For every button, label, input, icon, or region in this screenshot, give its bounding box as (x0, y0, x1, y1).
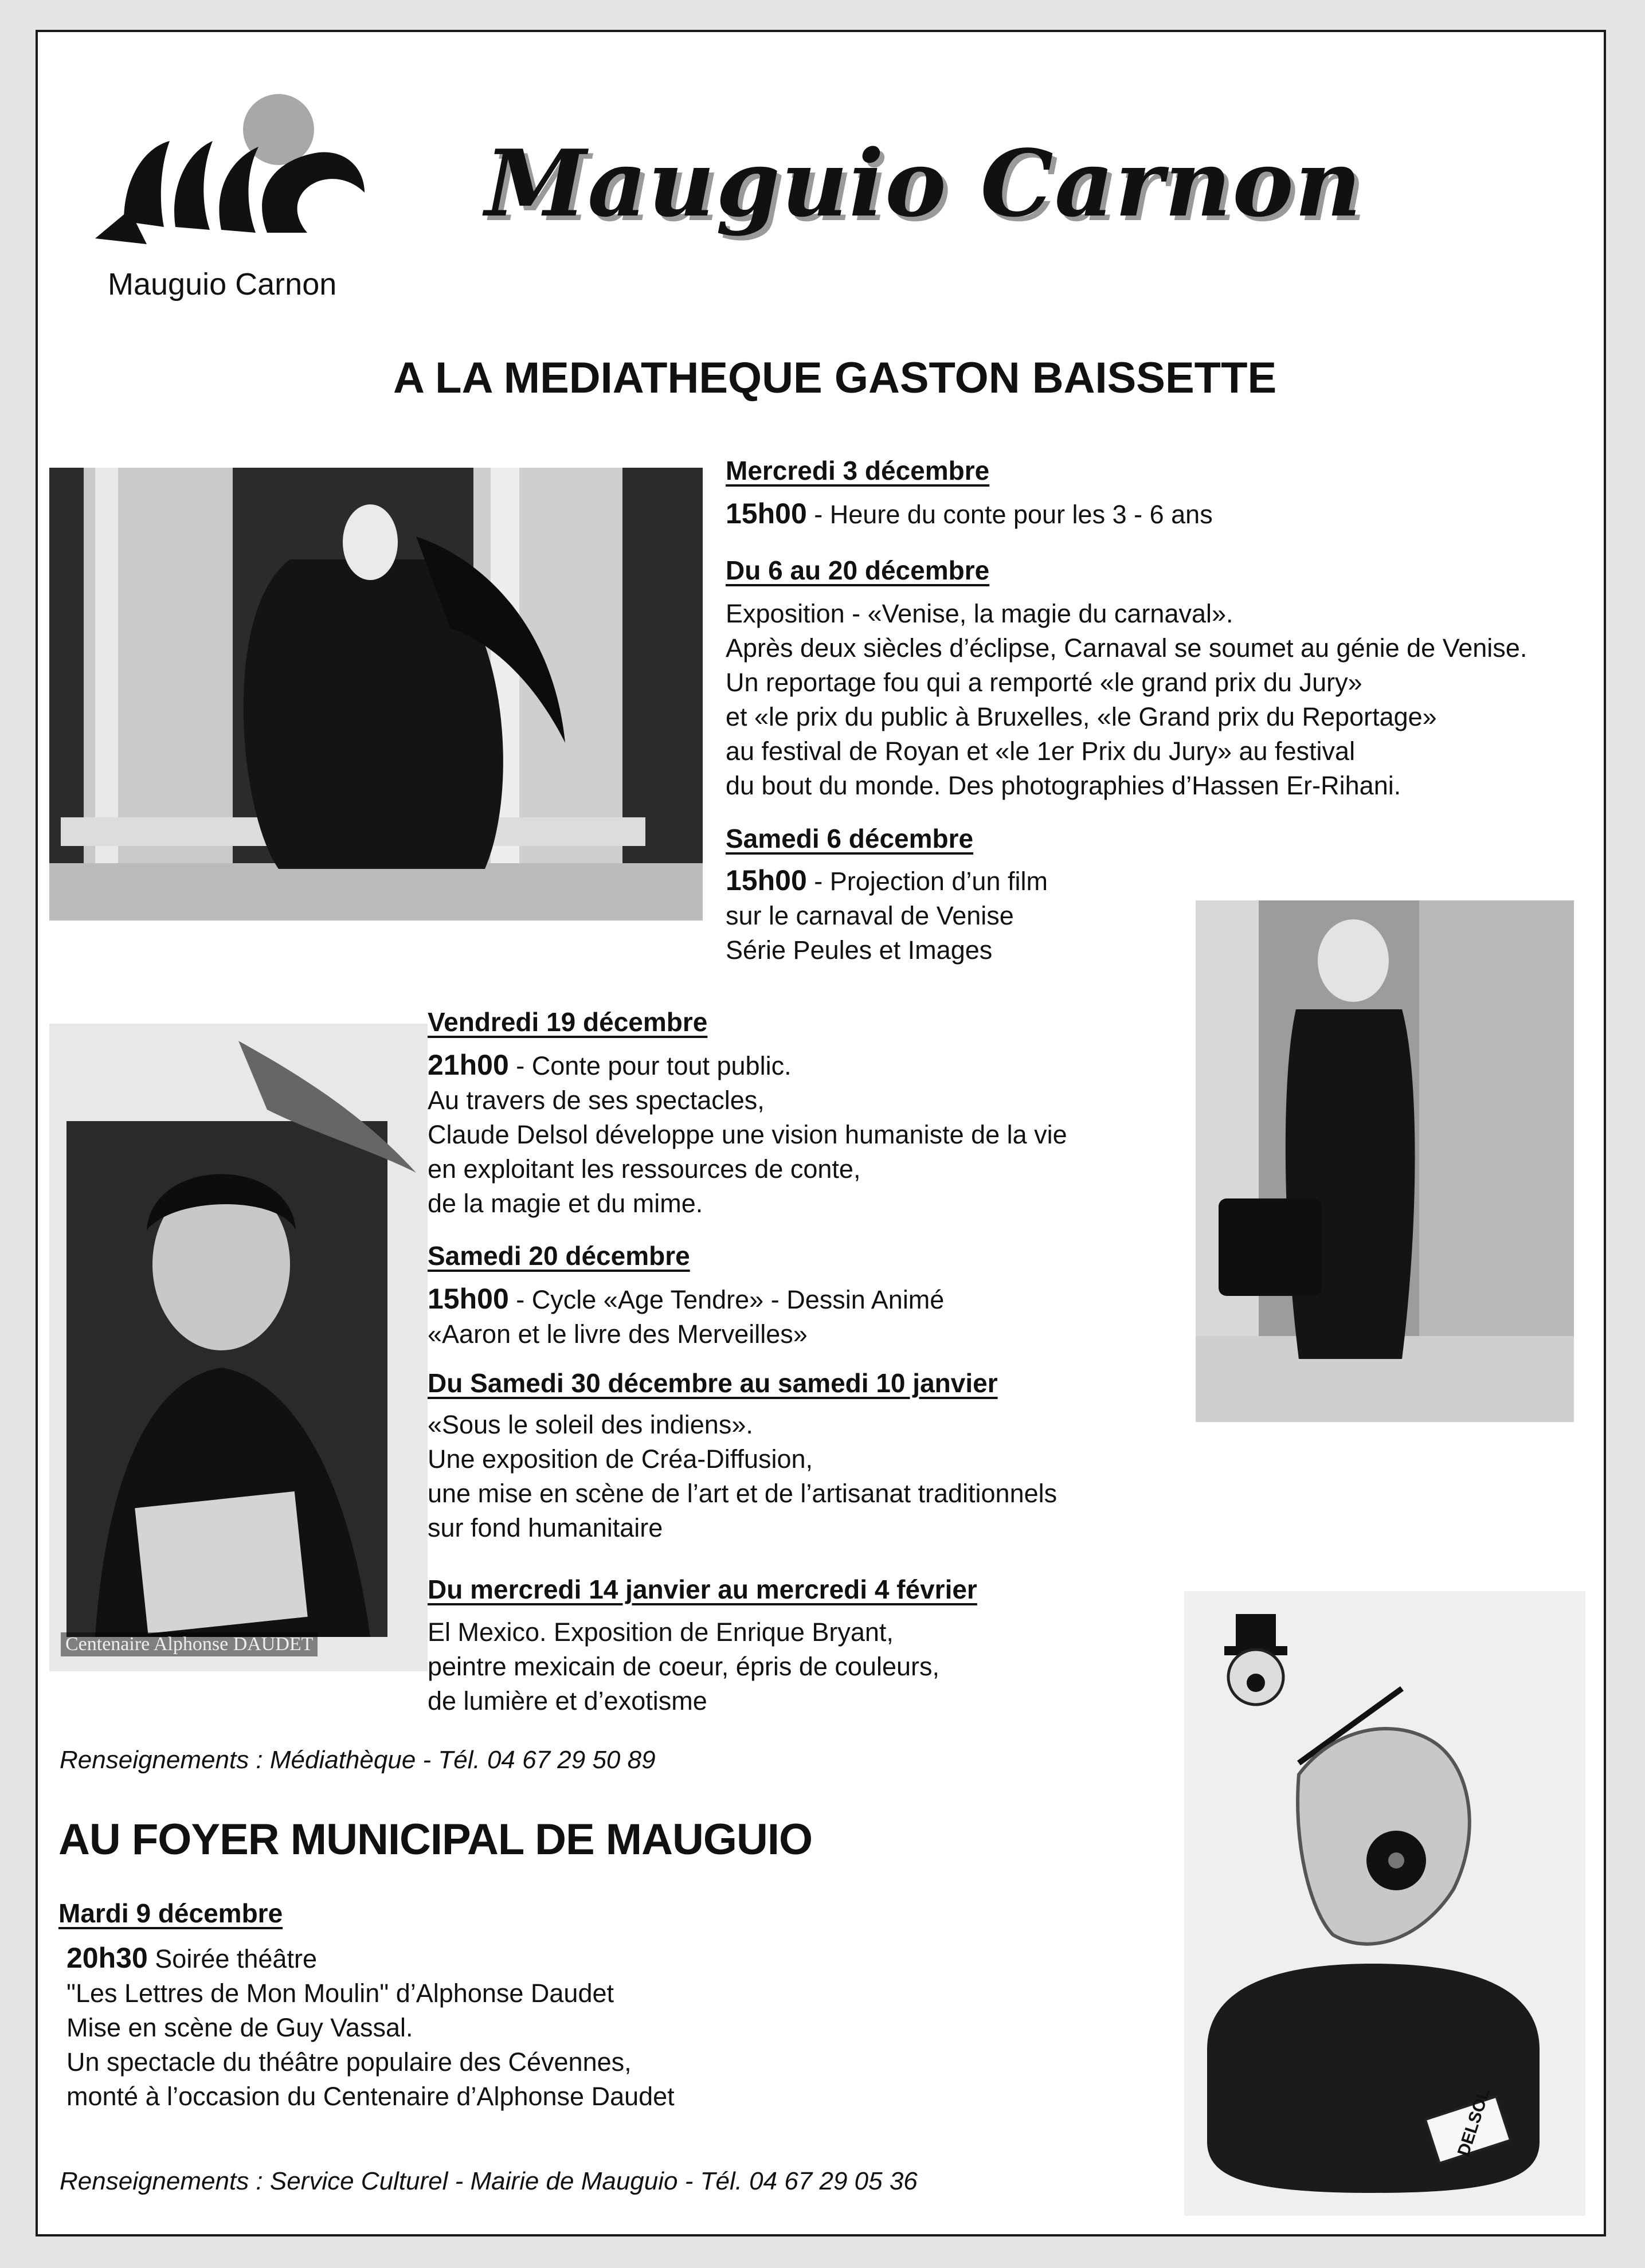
event-text: Au travers de ses spectacles, (428, 1086, 765, 1115)
portrait-figure-icon (49, 1024, 428, 1671)
logo-caption: Mauguio Carnon (108, 267, 337, 301)
page-title: Mauguio Carnon (485, 130, 1363, 237)
event-body (428, 1615, 939, 1718)
event-text: en exploitant les ressources de conte, (428, 1154, 861, 1184)
daudet-portrait (49, 1024, 428, 1671)
event-text: - Heure du conte pour les 3 - 6 ans (814, 500, 1213, 529)
event-text: "Les Lettres de Mon Moulin" d’Alphonse Daudet (66, 1979, 614, 2008)
portrait-caption: Centenaire Alphonse DAUDET (61, 1632, 318, 1656)
event-text: Un reportage fou qui a remporté «le grand prix du Jury» (726, 668, 1362, 697)
event-body (428, 1048, 1067, 1221)
event-text: Exposition - «Venise, la magie du carnaval». (726, 599, 1233, 628)
event-text: sur le carnaval de Venise (726, 901, 1014, 930)
event-text: une mise en scène de l’art et de l’artisanat traditionnels (428, 1479, 1058, 1508)
section-heading: AU FOYER MUNICIPAL DE MAUGUIO (58, 1815, 813, 1864)
event-text: Une exposition de Créa-Diffusion, (428, 1444, 813, 1474)
event-date: Mercredi 3 décembre (726, 456, 990, 485)
event-text: Soirée théâtre (155, 1944, 317, 1973)
logo-mark-icon (78, 78, 399, 267)
event-time: 15h00 (726, 498, 807, 530)
event-time: 15h00 (428, 1283, 509, 1315)
info-line: Renseignements : Service Culturel - Mairie de Mauguio - Tél. 04 67 29 05 36 (60, 2167, 918, 2195)
event-text: Après deux siècles d’éclipse, Carnaval se soumet au génie de Venise. (726, 633, 1527, 663)
event-text: Claude Delsol développe une vision humaniste de la vie (428, 1120, 1067, 1149)
event-body (66, 1941, 675, 2114)
event-text: de la magie et du mime. (428, 1189, 703, 1218)
info-line: Renseignements : Médiathèque - Tél. 04 67 29 50 89 (60, 1746, 656, 1774)
venue-heading: A LA MEDIATHEQUE GASTON BAISSETTE (393, 354, 1277, 402)
event-body (428, 1282, 944, 1352)
event-text: peintre mexicain de coeur, épris de couleurs, (428, 1652, 939, 1681)
event-text: - Projection d’un film (814, 867, 1048, 896)
event-text: Mise en scène de Guy Vassal. (66, 2013, 413, 2042)
event-line (726, 496, 1213, 532)
event-time: 15h00 (726, 864, 807, 896)
event-time: 20h30 (66, 1942, 148, 1974)
event-time: 21h00 (428, 1049, 509, 1081)
event-body (726, 863, 1048, 967)
event-text: - Cycle «Age Tendre» - Dessin Animé (516, 1285, 945, 1314)
event-text: du bout du monde. Des photographies d’Hassen Er-Rihani. (726, 771, 1401, 800)
event-body (428, 1408, 1057, 1545)
carnival-photo (49, 468, 703, 920)
event-date: Samedi 20 décembre (428, 1241, 690, 1271)
event-text: et «le prix du public à Bruxelles, «le Grand prix du Reportage» (726, 702, 1437, 731)
logo (78, 78, 399, 319)
event-text: Série Peules et Images (726, 935, 993, 965)
flyer-page (36, 30, 1606, 2236)
event-date: Vendredi 19 décembre (428, 1007, 708, 1037)
event-text: au festival de Royan et «le 1er Prix du Jury» au festival (726, 737, 1356, 766)
event-text: Un spectacle du théâtre populaire des Cévennes, (66, 2047, 632, 2077)
bag-tag-label: DELSOL (1454, 2086, 1494, 2159)
event-body (726, 597, 1527, 803)
event-date: Du 6 au 20 décembre (726, 555, 990, 585)
performer-figure-icon (1196, 900, 1574, 1422)
performer-photo (1196, 900, 1574, 1422)
event-text: - Conte pour tout public. (516, 1051, 792, 1080)
event-date: Mardi 9 décembre (58, 1898, 283, 1928)
event-text: «Sous le soleil des indiens». (428, 1410, 753, 1439)
clown-illustration (1184, 1591, 1585, 2216)
carnival-figure-icon (49, 468, 703, 920)
event-date: Du Samedi 30 décembre au samedi 10 janvier (428, 1368, 998, 1398)
event-text: El Mexico. Exposition de Enrique Bryant, (428, 1617, 894, 1647)
event-text: de lumière et d’exotisme (428, 1686, 707, 1715)
event-date: Samedi 6 décembre (726, 824, 974, 853)
event-text: «Aaron et le livre des Merveilles» (428, 1319, 808, 1349)
event-text: sur fond humanitaire (428, 1513, 663, 1542)
clown-bag-icon (1184, 1591, 1585, 2216)
event-date: Du mercredi 14 janvier au mercredi 4 février (428, 1574, 977, 1604)
event-text: monté à l’occasion du Centenaire d’Alphonse Daudet (66, 2082, 675, 2111)
